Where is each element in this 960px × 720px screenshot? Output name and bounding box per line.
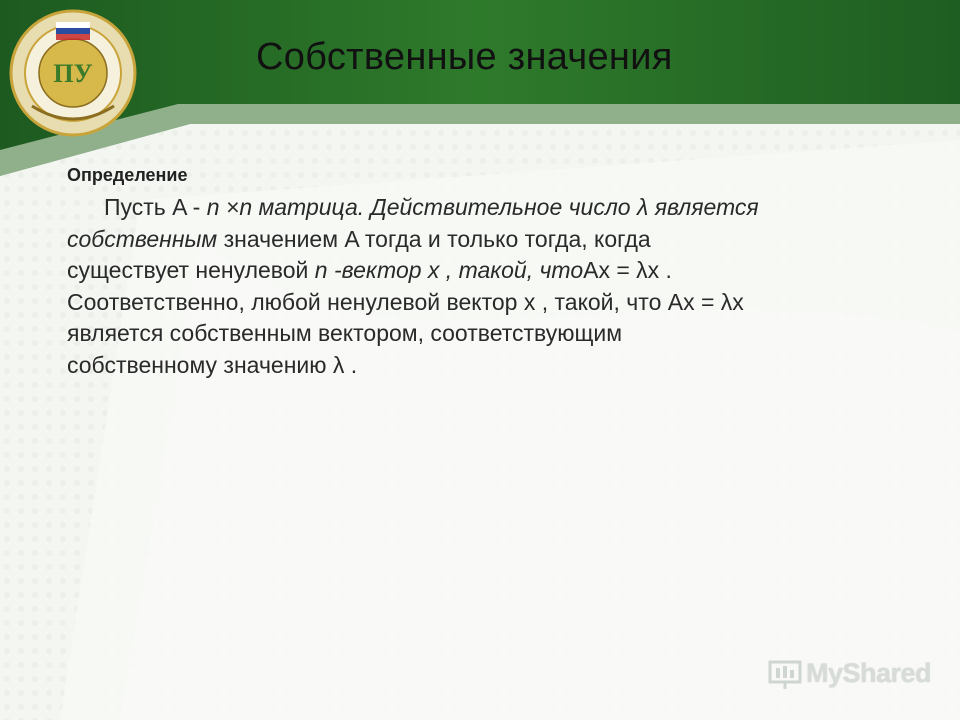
- presentation-icon: [768, 660, 802, 690]
- text-segment: Соответственно, любой ненулевой вектор x , такой, что Ax = λx: [67, 288, 744, 315]
- italic-segment: n -вектор x , такой, что: [314, 257, 584, 284]
- text-segment: значением A тогда и только тогда, когда: [217, 225, 651, 252]
- italic-segment: собственным: [67, 225, 218, 252]
- text-segment: Ax = λx .: [583, 257, 672, 284]
- text-segment: собственному значению λ .: [67, 351, 358, 378]
- watermark: [766, 656, 936, 692]
- definition-line: [67, 318, 887, 350]
- definition-line: [67, 350, 887, 382]
- definition-line: [67, 255, 887, 287]
- definition-heading: Определение: [67, 165, 188, 185]
- svg-text:ПУ: ПУ: [53, 59, 93, 88]
- definition-line: [67, 192, 887, 224]
- university-logo: [6, 6, 140, 140]
- watermark-text: MyShared: [806, 658, 932, 688]
- text-segment: Пусть A -: [104, 194, 207, 220]
- definition-line: [67, 287, 887, 319]
- text-segment: является собственным вектором, соответствующим: [67, 320, 623, 347]
- italic-segment: n ×n матрица. Действительное число λ является: [206, 194, 759, 220]
- text-segment: существует ненулевой: [67, 257, 315, 284]
- definition-line: [67, 224, 887, 256]
- slide-title: Собственные значения: [256, 36, 673, 78]
- definition-text: [67, 192, 887, 382]
